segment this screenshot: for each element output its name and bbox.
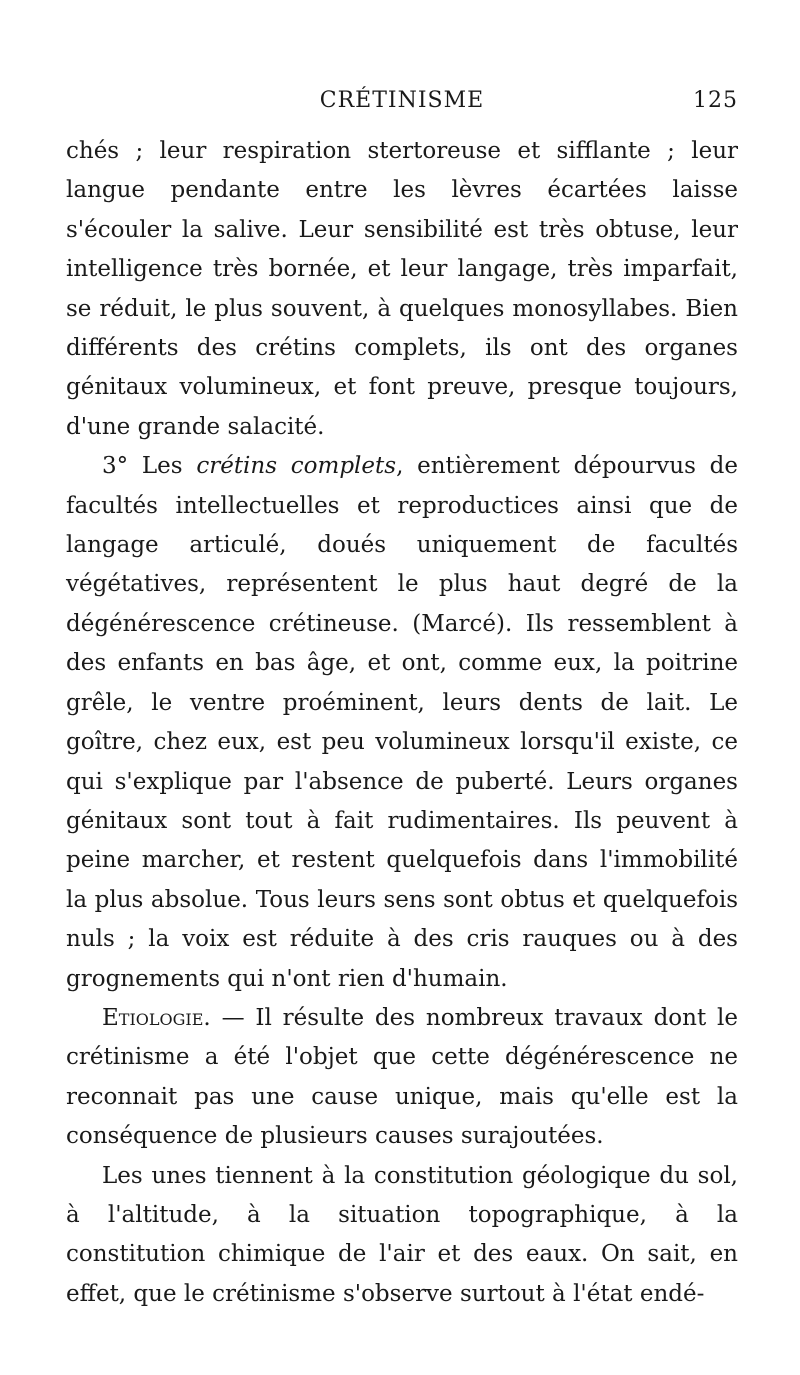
book-page — [66, 88, 738, 1314]
paragraph-text: — Il résulte des nombreux travaux dont le crétinisme a été l'objet que cette dégénérescence ne reconnait pas une cause unique, mais qu'elle est la conséquence de plusieurs causes surajoutées. — [66, 1004, 738, 1150]
section-heading: Etiologie. — [102, 1004, 211, 1031]
page-number: 125 — [693, 88, 738, 113]
paragraph-italic-term: crétins complets — [196, 453, 397, 480]
running-title: CRÉTINISME — [319, 88, 485, 113]
paragraph-causes — [66, 1157, 738, 1315]
paragraph-etiologie — [66, 999, 738, 1157]
paragraph-text: chés ; leur respiration stertoreuse et sifflante ; leur langue pendante entre les lèvres écartées laisse s'écouler la salive. Leur sensibilité est très obtuse, leur intelligence très bornée, et leur langage, très imparfait, se réduit, le plus souvent, à quelques monosyllabes. Bien différents des crétins complets, ils ont des organes génitaux volumineux, et font preuve, presque toujours, d'une grande salacité. — [66, 138, 738, 440]
paragraph-continuation — [66, 132, 738, 447]
paragraph-lead: 3° Les — [102, 453, 197, 480]
paragraph-complete-cretins — [66, 447, 738, 999]
body-text — [66, 132, 738, 1314]
running-head — [66, 88, 738, 124]
paragraph-text: Les unes tiennent à la constitution géologique du sol, à l'altitude, à la situation topographique, à la constitution chimique de l'air et des eaux. On sait, en effet, que le crétinisme s'observe surtout à l'état endé- — [66, 1162, 738, 1307]
paragraph-text: , entièrement dépourvus de facultés intellectuelles et reproductices ainsi que de langage articulé, doués uniquement de facultés végétatives, représentent le plus haut degré de la dégénérescence crétineuse. (Marcé). Ils ressemblent à des enfants en bas âge, et ont, comme eux, la poitrine grêle, le ventre proéminent, leurs dents de lait. Le goître, chez eux, est peu volumineux lorsqu'il existe, ce qui s'explique par l'absence de puberté. Leurs organes génitaux sont tout à fait rudimentaires. Ils peuvent à peine marcher, et restent quelquefois dans l'immobilité la plus absolue. Tous leurs sens sont obtus et quelquefois nuls ; la voix est réduite à des cris rauques ou à des grognements qui n'ont rien d'humain. — [66, 453, 738, 992]
